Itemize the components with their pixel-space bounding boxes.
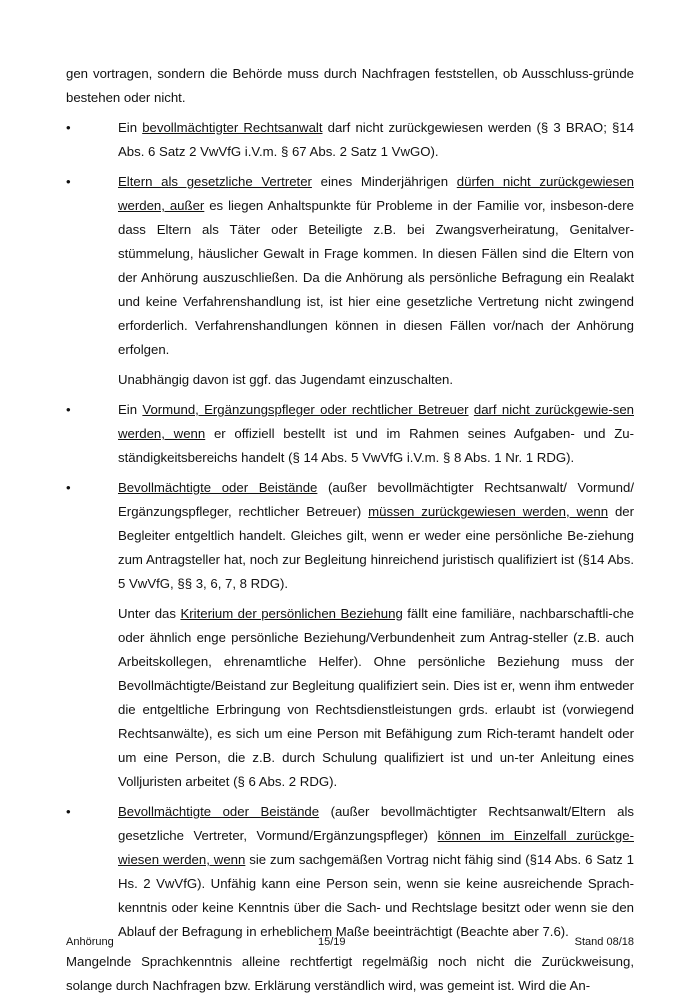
document-page	[66, 62, 634, 998]
page-footer	[66, 934, 634, 950]
underlined-term: Eltern als gesetzliche Vertreter	[118, 174, 312, 189]
underlined-term: Bevollmächtigte oder Beistände	[118, 480, 318, 495]
bullet-item-vormund	[66, 398, 634, 470]
underlined-rule: können im Einzelfall zurückge-wiesen werden, wenn	[118, 828, 634, 867]
underlined-term: Vormund, Ergänzungspfleger oder rechtlicher Betreuer	[142, 402, 469, 417]
bullet-icon: •	[66, 480, 71, 495]
closing-paragraph: Mangelnde Sprachkenntnis alleine rechtfertigt regelmäßig noch nicht die Zurückweisung, solange durch Nachfragen bzw. Erklärung verständlich wird, was gemeint ist. Wird die An-	[66, 954, 634, 993]
underlined-rule: darf nicht zurückgewie-sen werden, wenn	[118, 402, 634, 441]
sub-paragraph-kriterium: Unter das Kriterium der persönlichen Beziehung fällt eine familiäre, nachbarschaftli-che oder ähnlich enge persönliche Beziehung/Verbundenheit zum Antrag-steller (z.B. auch Arbeitskollegen, ehrenamtliche Helfer). Ohne persönliche Beziehung muss der Bevollmächtigte/Beistand zur Begleitung qualifiziert sein. Dies ist er, wenn ihm entweder die entgeltliche Erbringung von Rechtsdienstleistungen grds. erlaubt ist (vorwiegend Rechtsanwälte), es sich um eine Person mit Befähigung zum Rich-teramt handelt oder um eine Person, die z.B. durch Schulung qualifiziert ist und un-ter Anleitung eines Volljuristen arbeitet (§ 6 Abs. 2 RDG).	[118, 606, 634, 789]
bullet-text: Ein bevollmächtigter Rechtsanwalt darf nicht zurückgewiesen werden (§ 3 BRAO; §14 Abs. 6 Satz 2 VwVfG i.V.m. § 67 Abs. 2 Satz 1 VwGO).	[118, 120, 634, 159]
bullet-text: Bevollmächtigte oder Beistände (außer bevollmächtigter Rechtsanwalt/Eltern als gesetzliche Vertreter, Vormund/Ergänzungspfleger) können im Einzelfall zurückge-wiesen werden, wenn sie zum sachgemäßen Vortrag nicht fähig sind (§14 Abs. 6 Satz 1 Hs. 2 VwVfG). Unfähig kann eine Person sein, wenn sie keine ausreichende Sprach-kenntnis oder keine Kenntnis über die Sach- und Rechtslage besitzt oder wenn sie den Ablauf der Befragung in erheblichem Maße beeinträchtigt (Beachte aber 7.6).	[118, 804, 634, 939]
bullet-item-eltern	[66, 170, 634, 362]
footer-date: Stand 08/18	[574, 936, 634, 948]
bullet-icon: •	[66, 402, 71, 417]
bullet-item-rechtsanwalt	[66, 116, 634, 164]
underlined-term: bevollmächtigter Rechtsanwalt	[142, 120, 323, 135]
bullet-text: Eltern als gesetzliche Vertreter eines Minderjährigen dürfen nicht zurückgewiesen werden, außer es liegen Anhaltspunkte für Probleme in der Familie vor, insbeson-dere dass Eltern als Täter oder Beteiligte z.B. bei Zwangsverheiratung, Genitalver-stümmelung, häuslicher Gewalt in Frage kommen. In diesen Fällen sind die Eltern von der Anhörung auszuschließen. Da die Anhörung als persönliche Befragung ein Realakt und keine Verfahrenshandlung ist, ist hier eine gesetzliche Vertretung nicht zwingend erforderlich. Verfahrenshandlungen können in diesen Fällen vor/nach der Anhörung erfolgen.	[118, 174, 634, 357]
sub-paragraph-jugendamt: Unabhängig davon ist ggf. das Jugendamt einzuschalten.	[118, 372, 454, 387]
intro-paragraph: gen vortragen, sondern die Behörde muss durch Nachfragen feststellen, ob Ausschluss-gründe bestehen oder nicht.	[66, 66, 634, 105]
underlined-rule: dürfen nicht zurückgewiesen werden, außer	[118, 174, 634, 213]
underlined-rule: müssen zurückgewiesen werden, wenn	[368, 504, 609, 519]
bullet-item-bevollmaechtigte-muessen	[66, 476, 634, 596]
bullet-icon: •	[66, 120, 71, 135]
underlined-term: Bevollmächtigte oder Beistände	[118, 804, 320, 819]
bullet-icon: •	[66, 174, 71, 189]
footer-title: Anhörung	[66, 936, 114, 948]
page-number: 15/19	[318, 936, 346, 948]
bullet-text: Ein Vormund, Ergänzungspfleger oder rechtlicher Betreuer darf nicht zurückgewie-sen werden, wenn er offiziell bestellt ist und im Rahmen seines Aufgaben- und Zu-ständigkeitsbereichs handelt (§ 14 Abs. 5 VwVfG i.V.m. § 8 Abs. 1 Nr. 1 RDG).	[118, 402, 635, 465]
underlined-term: Kriterium der persönlichen Beziehung	[180, 606, 403, 621]
bullet-item-bevollmaechtigte-koennen	[66, 800, 634, 944]
bullet-icon: •	[66, 804, 71, 819]
bullet-text: Bevollmächtigte oder Beistände (außer bevollmächtigter Rechtsanwalt/ Vormund/ Ergänzungspfleger, rechtlicher Betreuer) müssen zurückgewiesen werden, wenn der Begleiter entgeltlich handelt. Gleiches gilt, wenn er weder eine persönliche Be-ziehung zum Antragsteller hat, noch zur Begleitung hinreichend juristisch qualifiziert ist (§14 Abs. 5 VwVfG, §§ 3, 6, 7, 8 RDG).	[118, 480, 635, 591]
